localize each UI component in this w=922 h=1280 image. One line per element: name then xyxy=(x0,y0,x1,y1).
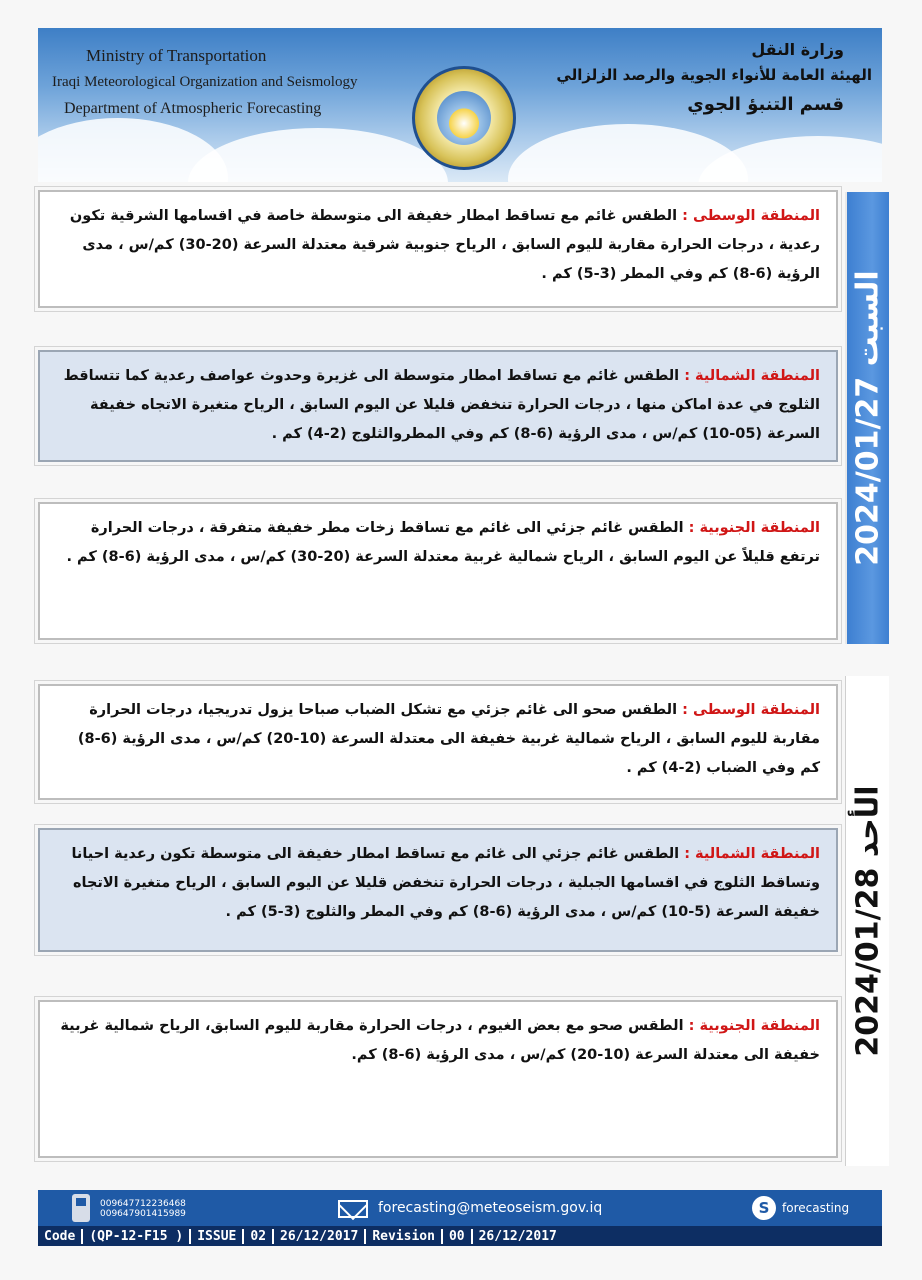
forecast-box-central xyxy=(38,684,838,800)
forecast-box-south xyxy=(38,502,838,640)
forecast-text: الطقس صحو الى غائم جزئي مع تشكل الضباب صباحا يزول تدريجيا، درجات الحرارة مقاربة لليوم السابق ، الرياح شمالية غربية خفيفة الى معتدلة السرعة (10-20) كم/س ، مدى الرؤية (6-8) كم وفي الضباب (2-4) كم . xyxy=(77,702,820,776)
document-code-strip xyxy=(38,1226,882,1246)
region-name: المنطقة الشمالية : xyxy=(684,846,820,862)
phone-number: 009647712236468 xyxy=(100,1199,186,1209)
department-name-ar: قسم التنبؤ الجوي xyxy=(687,94,844,115)
email-link[interactable]: forecasting@meteoseism.gov.iq xyxy=(378,1200,603,1216)
forecast-text: الطقس غائم جزئي الى غائم مع تساقط زخات مطر خفيفة متفرقة ، درجات الحرارة ترتفع قليلاً عن اليوم السابق ، الرياح شمالية غربية معتدلة السرعة (20-30) كم/س ، مدى الرؤية (6-8) كم . xyxy=(66,520,820,565)
forecast-text: الطقس غائم مع تساقط امطار خفيفة الى متوسطة خاصة في اقسامها الشرقية تكون رعدية ، درجات الحرارة مقاربة لليوم السابق ، الرياح جنوبية شرقية معتدلة السرعة (20-30) كم/س ، مدى الرؤية (6-8) كم وفي المطر (3-5) كم . xyxy=(69,208,820,282)
organization-name-en: Iraqi Meteorological Organization and Seismology xyxy=(52,74,358,90)
phone-icon xyxy=(72,1194,90,1222)
skype-icon: S xyxy=(752,1196,776,1220)
issue-label: ISSUE xyxy=(191,1229,244,1244)
code-label: Code xyxy=(38,1229,83,1244)
ministry-name-ar: وزارة النقل xyxy=(751,40,844,59)
organization-name-ar: الهيئة العامة للأنواء الجوية والرصد الزلزالي xyxy=(556,66,872,84)
revision-date: 26/12/2017 xyxy=(478,1228,557,1244)
code-value: (QP-12-F15 ) xyxy=(83,1229,191,1244)
revision-label: Revision xyxy=(366,1229,443,1244)
forecast-box-north xyxy=(38,828,838,952)
cloud-decoration xyxy=(188,128,448,182)
region-name: المنطقة الجنوبية : xyxy=(688,1018,820,1034)
region-name: المنطقة الوسطى : xyxy=(682,702,820,718)
header-banner xyxy=(38,28,882,182)
organization-seal-logo xyxy=(412,66,516,170)
cloud-decoration xyxy=(698,136,882,182)
forecast-box-south xyxy=(38,1000,838,1158)
ministry-name-en: Ministry of Transportation xyxy=(86,46,267,65)
issue-date: 26/12/2017 xyxy=(274,1229,366,1244)
phone-numbers xyxy=(100,1199,186,1219)
forecast-text: الطقس صحو مع بعض الغيوم ، درجات الحرارة مقاربة لليوم السابق، الرياح شمالية غربية خفيفة الى معتدلة السرعة (10-20) كم/س ، مدى الرؤية (6-8) كم. xyxy=(60,1018,820,1063)
issue-value: 02 xyxy=(244,1229,274,1244)
revision-value: 00 xyxy=(443,1229,473,1244)
day-label-bar xyxy=(845,192,889,644)
seal-emblem-icon xyxy=(437,91,491,145)
department-name-en: Department of Atmospheric Forecasting xyxy=(64,100,322,117)
forecast-box-central xyxy=(38,190,838,308)
day-label-bar xyxy=(845,676,889,1166)
region-name: المنطقة الوسطى : xyxy=(682,208,820,224)
mail-icon xyxy=(338,1200,368,1218)
forecast-text: الطقس غائم مع تساقط امطار متوسطة الى غزيرة وحدوث عواصف رعدية كما تتساقط الثلوج في عدة اماكن منها ، درجات الحرارة تنخفض قليلا عن اليوم السابق ، الرياح متغيرة الاتجاه خفيفة السرعة (05-10) كم/س ، مدى الرؤية (6-8) كم وفي المطروالثلوج (2-4) كم . xyxy=(63,368,820,442)
region-name: المنطقة الشمالية : xyxy=(684,368,820,384)
contact-footer xyxy=(38,1190,882,1226)
region-name: المنطقة الجنوبية : xyxy=(688,520,820,536)
day-label: الأحد 2024/01/28 xyxy=(850,785,885,1057)
day-label: السبت 2024/01/27 xyxy=(850,270,886,566)
forecast-box-north xyxy=(38,350,838,462)
forecast-text: الطقس غائم جزئي الى غائم مع تساقط امطار خفيفة الى متوسطة تكون رعدية احيانا وتساقط الثلوج في اقسامها الجبلية ، درجات الحرارة تنخفض قليلا عن اليوم السابق ، الرياح متغيرة الاتجاه خفيفة السرعة (5-10) كم/س ، مدى الرؤية (6-8) كم وفي المطر والثلوج (3-5) كم . xyxy=(71,846,820,920)
skype-handle[interactable]: forecasting xyxy=(782,1201,850,1215)
phone-number: 009647901415989 xyxy=(100,1209,186,1219)
